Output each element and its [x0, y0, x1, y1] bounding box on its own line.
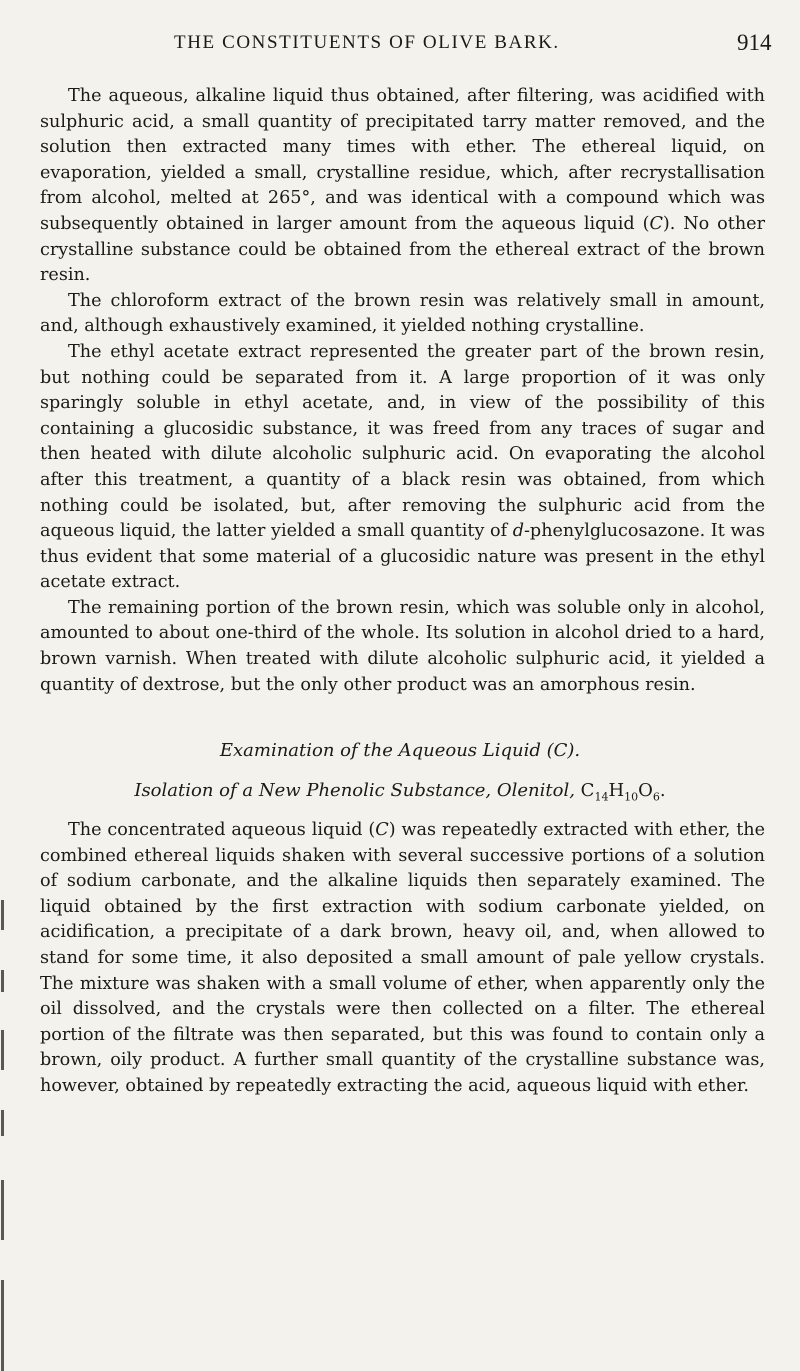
section-body — [40, 818, 765, 1100]
subheading — [0, 780, 800, 804]
subheading-text: Isolation of a New Phenolic Substance, Olenitol, — [134, 780, 575, 801]
paragraph-ethyl-acetate-extract: The ethyl acetate extract represented the greater part of the brown resin, but nothing could be separated from it. A large proportion of it was only sparingly soluble in ethyl acetate, and, in view of the possibility of this containing a glucosidic substance, it was freed from any traces of sugar and then heated with dilute alcoholic sulphuric acid. On evaporating the alcohol after this treatment, a quantity of a black resin was obtained, from which nothing could be isolated, but, after removing the sulphuric acid from the aqueous liquid, the latter yielded a small quantity of d-phenylglucosazone. It was thus evident that some material of a glucosidic nature was present in the ethyl acetate extract. — [40, 341, 765, 593]
running-title: THE CONSTITUENTS OF OLIVE BARK. — [174, 32, 560, 53]
page-edge-shadow — [0, 880, 8, 1371]
paragraph-alcohol-soluble-portion: The remaining portion of the brown resin, which was soluble only in alcohol, amounted to about one-third of the whole. Its solution in alcohol dried to a hard, brown varnish. When treated with dilute alcoholic sulphuric acid, it yielded a quantity of dextrose, but the only other product was an amorphous resin. — [40, 597, 765, 695]
paragraph-ether-extract: The aqueous, alkaline liquid thus obtained, after filtering, was acidified with sulphuric acid, a small quantity of precipitated tarry matter removed, and the solution then extracted many times with ether. The ethereal liquid, on evaporation, yielded a small, crystalline residue, which, after recrystallisation from alcohol, melted at 265°, and was identical with a compound which was subsequently obtained in larger amount from the aqueous liquid (C). No other crystalline substance could be obtained from the ethereal extract of the brown resin. — [40, 86, 765, 286]
paragraph-chloroform-extract: The chloroform extract of the brown resin was relatively small in amount, and, although exhaustively examined, it yielded nothing crystalline. — [40, 290, 765, 337]
paragraph-aqueous-liquid-extraction: The concentrated aqueous liquid (C) was repeatedly extracted with ether, the combined ethereal liquids shaken with several successive portions of a solution of sodium carbonate, and the alkaline liquids then separately examined. The liquid obtained by the first extraction with sodium carbonate yielded, on acidification, a precipitate of a dark brown, heavy oil, and, when allowed to stand for some time, it also deposited a small amount of pale yellow crystals. The mixture was shaken with a small volume of ether, when apparently only the oil dissolved, and the crystals were then collected on a filter. The ethereal portion of the filtrate was then separated, but this was found to contain only a brown, oily product. A further small quantity of the crystalline substance was, however, obtained by repeatedly extracting the acid, aqueous liquid with ether. — [40, 820, 766, 1096]
section-heading: Examination of the Aqueous Liquid (C). — [219, 740, 581, 761]
page-number: 914 — [737, 30, 772, 55]
body-text — [40, 84, 765, 698]
chemical-formula: $C_{14}H_{10}O_6$. — [580, 780, 666, 804]
running-header — [0, 28, 800, 58]
